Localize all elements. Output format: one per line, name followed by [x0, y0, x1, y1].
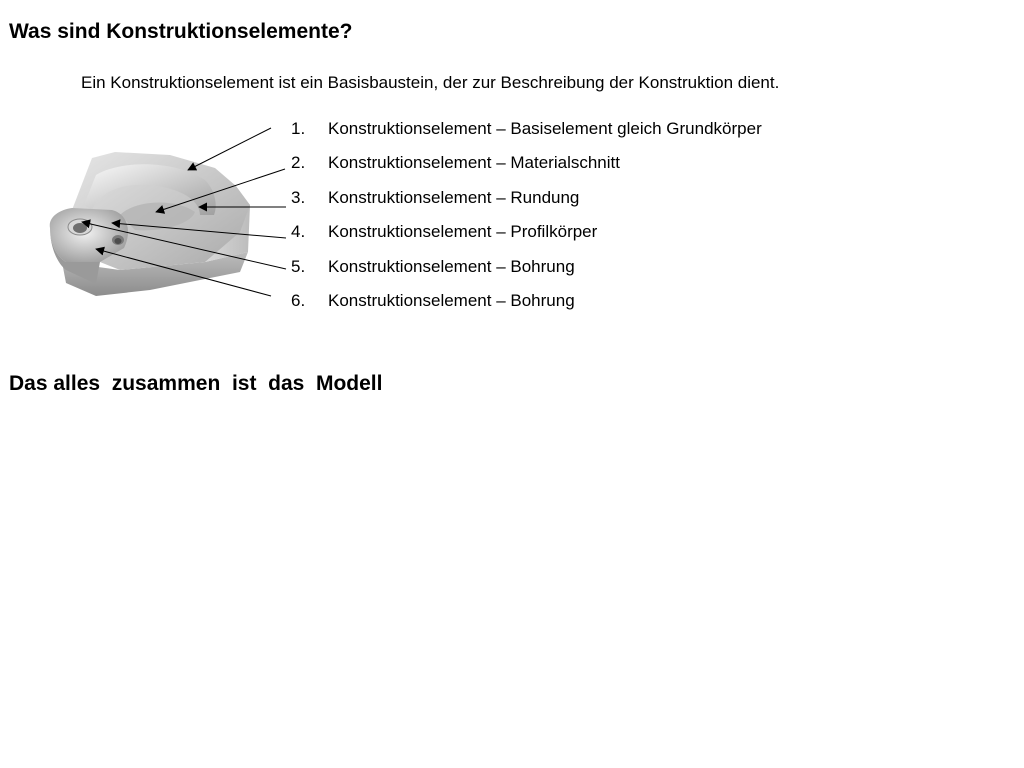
list-item-label: Konstruktionselement – Profilkörper [328, 222, 598, 242]
summary-text: Das alles zusammen ist das Modell [9, 372, 383, 395]
list-item-label: Konstruktionselement – Materialschnitt [328, 153, 620, 173]
element-list [291, 119, 762, 325]
list-item-label: Konstruktionselement – Basiselement gleich Grundkörper [328, 119, 762, 138]
list-item-number: 1. [291, 119, 306, 138]
list-item-number: 6. [291, 290, 306, 310]
list-item [291, 222, 762, 256]
list-item-number: 3. [291, 187, 306, 207]
list-item [291, 188, 762, 222]
list-item [291, 291, 762, 325]
list-item-number: 4. [291, 222, 306, 242]
list-item [291, 119, 762, 153]
cad-part-model-icon [40, 110, 300, 310]
list-item-label: Konstruktionselement – Bohrung [328, 256, 575, 276]
intro-text: Ein Konstruktionselement ist ein Basisbaustein, der zur Beschreibung der Konstruktion dient. [81, 73, 780, 92]
list-item [291, 153, 762, 187]
list-item [291, 257, 762, 291]
page-title: Was sind Konstruktionselemente? [9, 20, 353, 43]
list-item-label: Konstruktionselement – Bohrung [328, 290, 575, 310]
list-item-label: Konstruktionselement – Rundung [328, 187, 580, 207]
list-item-number: 5. [291, 256, 306, 276]
list-item-number: 2. [291, 153, 306, 173]
